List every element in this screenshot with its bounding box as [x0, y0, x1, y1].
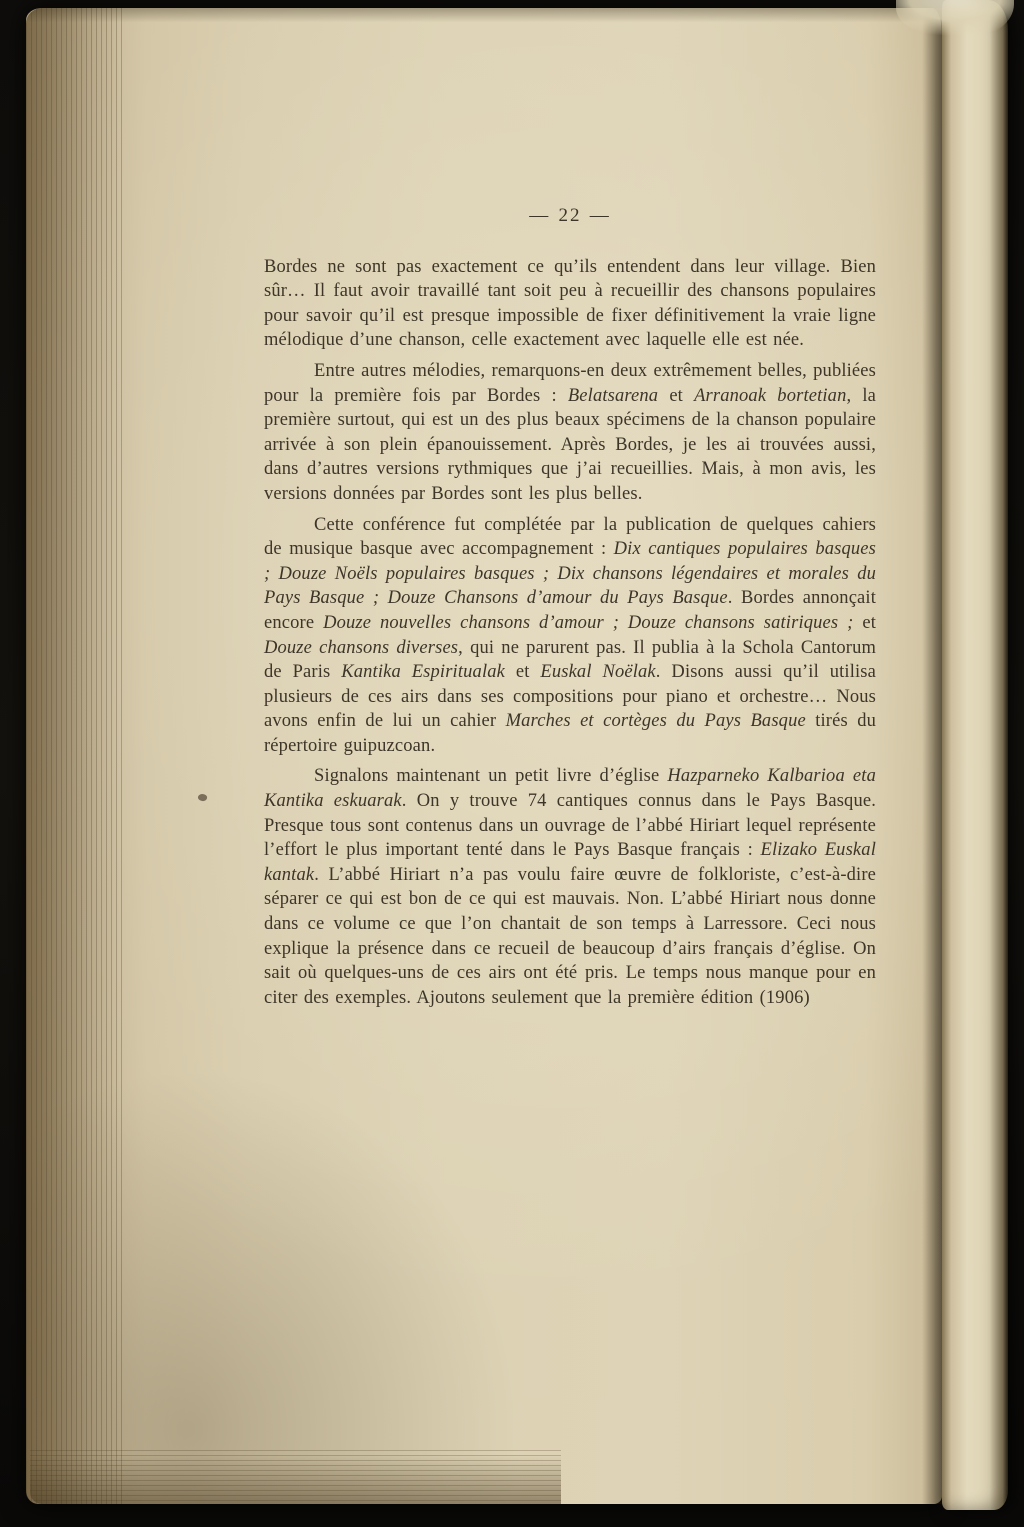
italic-text-run: Kantika Espiritualak: [341, 662, 505, 683]
italic-text-run: Douze nouvelles chansons d’amour ; Douze chansons satiriques ;: [323, 612, 854, 633]
italic-text-run: Douze chansons diverses: [264, 637, 459, 658]
italic-text-run: Belatsarena: [567, 385, 659, 406]
ink-speck: [197, 793, 208, 802]
text-run: . Disons aussi qu’il utilisa plusieurs de ces airs dans ses compositions pour piano et orchestre… Nous avons enfin de lui un cahier: [264, 662, 877, 732]
text-run: et: [658, 385, 695, 406]
text-run: Cette conférence fut complétée par la publication de quelques cahiers de musique basque avec accompagnement :: [264, 514, 876, 560]
italic-text-run: Euskal Noëlak: [540, 662, 656, 683]
italic-text-run: Marches et cortèges du Pays Basque: [505, 711, 806, 732]
text-run: et: [853, 612, 876, 633]
text-run: , la première surtout, qui est un des plus beaux spécimens de la chanson populaire arrivée à son plein épanouissement. Après Bordes, je les ai trouvées aussi, dans d’autres versions rythmiques que j’ai recueillies. Mais, à mon avis, les versions données par Bordes sont les plus belles.: [264, 385, 877, 504]
page-text: [264, 204, 876, 1016]
page-number: — 22 —: [529, 205, 611, 226]
text-run: Entre autres mélodies, remarquons-en deux extrêmement belles, publiées pour la première fois par Bordes :: [264, 360, 876, 406]
italic-text-run: Arranoak bortetian: [694, 385, 847, 406]
italic-text-run: Elizako Euskal kantak: [264, 840, 876, 885]
page-stack-edges-bottom: [30, 1450, 561, 1504]
paragraph: [264, 513, 876, 759]
adjacent-page-edge: [942, 0, 1008, 1510]
text-run: et: [505, 662, 541, 683]
paragraph: [264, 255, 876, 353]
text-run: Bordes ne sont pas exactement ce qu’ils entendent dans leur village. Bien sûr… Il faut avoir travaillé tant soit peu à recueillir des chansons populaires pour savoir qu’il est presque impossible de fixer définitivement la vraie ligne mélodique d’une chanson, celle exactement avec laquelle elle est née.: [264, 256, 876, 351]
text-run: , qui ne parurent pas. Il publia à la Schola Cantorum de Paris: [264, 637, 877, 683]
text-run: . On y trouve 74 cantiques connus dans le Pays Basque. Presque tous sont contenus dans un ouvrage de l’abbé Hiriart lequel représente l’effort le plus important tenté dans le Pays Basque français :: [264, 791, 876, 861]
rough-top-edge: [26, 8, 942, 24]
text-run: . L’abbé Hiriart n’a pas voulu faire œuvre de folkloriste, c’est-à-dire séparer ce qui est bon de ce qui est mauvais. Non. L’abbé Hiriart nous donne dans ce volume ce que l’on chantait de son temps à Larressore. Ceci nous explique la présence dans ce recueil de beaucoup d’airs français d’église. On sait où quelques-uns de ces airs ont été pris. Le temps nous manque pour en citer des exemples. Ajoutons seulement que la première édition (1906): [264, 864, 876, 1008]
page-paragraphs: [264, 255, 876, 1011]
paragraph: [264, 764, 876, 1010]
text-run: . Bordes annonçait encore: [264, 588, 876, 633]
text-run: tirés du répertoire guipuzcoan.: [264, 711, 877, 756]
page-stack-edges-left: [26, 8, 122, 1504]
text-run: Signalons maintenant un petit livre d’église: [314, 766, 668, 787]
italic-text-run: Dix cantiques populaires basques ; Douze Noëls populaires basques ; Dix chansons légendaires et morales du Pays Basque ; Douze Chansons d’amour du Pays Basque: [264, 539, 876, 609]
italic-text-run: Hazparneko Kalbarioa eta Kantika eskuarak: [264, 766, 876, 812]
paragraph: [264, 359, 876, 507]
book-page: [26, 8, 942, 1504]
